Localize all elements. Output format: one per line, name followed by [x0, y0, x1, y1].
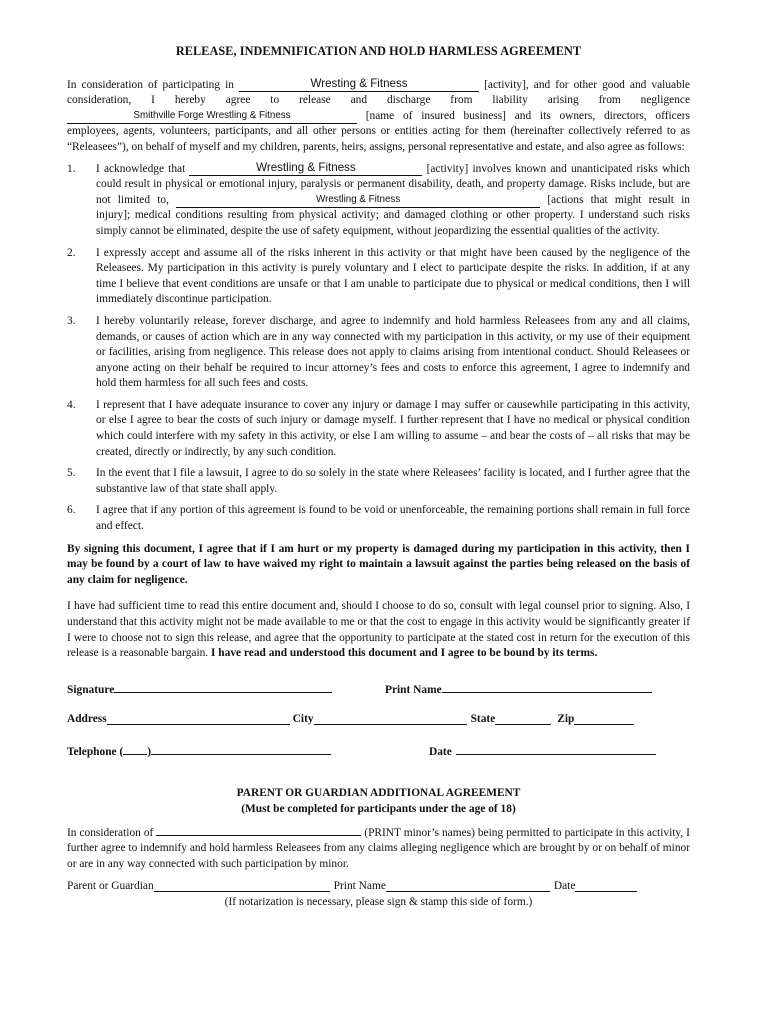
item-text: I hereby voluntarily release, forever discharge, and agree to indemnify and hold harmless Releasees from any and all claims, demands, or causes of action which are in any way connected with my participation in this activity, or my use of their equipment or facilities, arising from negligence. This release does not apply to claims arising from intentional conduct. Should Releasees or anyone acting on their behalf be required to incur attorney’s fees and costs to enforce this agreement, I agree to indemnify and hold them harmless for all such fees and costs. — [96, 314, 690, 390]
state-label: State — [470, 713, 496, 726]
item-text: In the event that I file a lawsuit, I agree to do so solely in the state where Releasees’ facility is located, and I further agree that the substantive law of that state shall apply. — [96, 467, 690, 495]
item-number: 1. — [67, 162, 76, 175]
telephone-row — [67, 742, 690, 761]
telephone-label: Telephone ( — [67, 745, 124, 758]
signature-input[interactable] — [114, 680, 332, 693]
item-number: 5. — [67, 467, 76, 480]
item-text: I expressly accept and assume all of the risks inherent in this activity or that might have been caused by the negligence of the Releasees. My participation in this activity is purely voluntary and I elect to participate despite the risks. In addition, if at any time I believe that event conditions are unsafe or that I am unable to participate due to physical or medical conditions, then I will immediately discontinue participation. — [96, 246, 690, 306]
notarization-note: (If notarization is necessary, please sign & stamp this side of form.) — [224, 895, 533, 908]
guardian-text-a: In consideration of — [67, 826, 154, 839]
address-row — [67, 712, 690, 728]
signature-row — [67, 680, 690, 699]
print-name-group — [385, 680, 652, 699]
item-number: 3. — [67, 314, 76, 327]
insured-business-value: Smithville Forge Wrestling & Fitness — [133, 109, 291, 121]
guardian-title: PARENT OR GUARDIAN ADDITIONAL AGREEMENT — [236, 786, 521, 799]
item-text — [96, 162, 690, 240]
list-item — [67, 246, 690, 308]
date-group — [429, 742, 656, 761]
intro-text-a: In consideration of participating in — [67, 78, 234, 91]
item-number: 2. — [67, 246, 76, 259]
guardian-subtitle: (Must be completed for participants under the age of 18) — [241, 802, 516, 815]
minor-names-input[interactable] — [156, 823, 361, 836]
guardian-date-label: Date — [553, 880, 576, 893]
item-number: 6. — [67, 504, 76, 517]
guardian-paragraph — [67, 823, 690, 873]
city-label: City — [292, 713, 314, 726]
list-item — [67, 162, 690, 240]
closing-text: I have had sufficient time to read this entire document and, should I choose to do so, consult with legal counsel prior to signing. Also, I understand that this activity might not be made available to me or that the cost to engage in this activity would be significantly greater if I were to choose not to sign this release, and agree that the opportunity to participate at the stated cost in return for the execution of this release is a reasonable bargain. — [67, 600, 690, 660]
item-1-text-a: I acknowledge that — [96, 162, 186, 175]
item-1-text-c: [actions that might result in injury]; medical conditions resulting from physical activity; and damaged clothing or other property. I understand such risks simply cannot be eliminated, despite the use of safety equipment, without jeopardizing the essential qualities of the activity. — [96, 193, 690, 237]
activity-ack-field[interactable] — [189, 160, 422, 176]
area-code-input[interactable] — [123, 742, 147, 755]
city-input[interactable] — [314, 712, 467, 725]
print-name-input[interactable] — [442, 680, 652, 693]
guardian-print-name-input[interactable] — [386, 879, 550, 892]
date-label: Date — [429, 745, 452, 758]
guardian-print-name-label: Print Name — [333, 880, 386, 893]
signature-group — [67, 680, 385, 699]
item-text: I represent that I have adequate insurance to cover any injury or damage I may suffer or causewhile participating in this activity, or else I agree to bear the costs of such injury or damage myself. I further represent that I have no medical or physical condition which could interfere with my safety in this activity, or else I am willing to assume – and bear the costs of – all risks that may be created, directly or indirectly, by any such condition. — [96, 398, 690, 458]
list-item — [67, 398, 690, 460]
telephone-input[interactable] — [151, 742, 331, 755]
address-label: Address — [67, 713, 107, 726]
guardian-text-b: (PRINT minor’s names) being permitted to participate in this activity, I further agree to indemnify and hold harmless Releasees from any claims alleging negligence which are brought by or on behalf of minor or are in any way connected with such participation by minor. — [67, 826, 690, 870]
activity-ack-value: Wrestling & Fitness — [256, 160, 356, 174]
intro-text-c: [name of insured business] and its owners, directors, officers employees, agents, volunteers, participants, and all other persons or entities acting for them (hereinafter collectively referred to as “Releasees”), on behalf of myself and my children, parents, heirs, assigns, personal representative and estate, and also agree as follows: — [67, 109, 690, 153]
guardian-date-input[interactable] — [575, 879, 637, 892]
parent-signature-input[interactable] — [154, 879, 330, 892]
item-1-text-b: [activity] involves known and unanticipated risks which could result in physical or emotional injury, paralysis or permanent disability, death, and property damage. Risks include, but are not limited to, — [96, 162, 690, 206]
closing-bold-text: I have read and understood this document and I agree to be bound by its terms. — [211, 647, 598, 660]
list-item — [67, 503, 690, 534]
waiver-statement: By signing this document, I agree that if I am hurt or my property is damaged during my participation in this activity, then I may be found by a court of law to have waived my right to maintain a lawsuit against the parties being released on the basis of any claim for negligence. — [67, 542, 690, 586]
date-input[interactable] — [456, 742, 656, 755]
list-item — [67, 466, 690, 497]
terms-list — [67, 162, 690, 535]
print-name-label: Print Name — [385, 683, 442, 696]
intro-text-b: [activity], and for other good and valuable consideration, I hereby agree to release and discharge from liability arising from negligence — [67, 78, 690, 107]
item-number: 4. — [67, 398, 76, 411]
zip-label: Zip — [557, 713, 575, 726]
activity-field[interactable] — [239, 76, 479, 92]
closing-paragraph — [67, 599, 690, 661]
item-text: I agree that if any portion of this agreement is found to be void or unenforceable, the remaining portions shall remain in full force and effect. — [96, 504, 690, 533]
state-input[interactable] — [495, 712, 551, 725]
risks-field[interactable] — [176, 194, 540, 208]
parent-label: Parent or Guardian — [67, 880, 154, 893]
insured-business-field[interactable] — [67, 110, 357, 124]
address-input[interactable] — [107, 712, 290, 725]
activity-value: Wresting & Fitness — [310, 76, 408, 90]
document-title: RELEASE, INDEMNIFICATION AND HOLD HARMLESS AGREEMENT — [175, 44, 582, 58]
intro-paragraph — [67, 78, 690, 156]
signature-label: Signature — [67, 683, 115, 696]
zip-input[interactable] — [574, 712, 634, 725]
guardian-section-title — [67, 785, 690, 817]
guardian-signature-row — [67, 879, 690, 895]
risks-value: Wrestling & Fitness — [316, 193, 401, 205]
telephone-paren: ) — [147, 745, 152, 758]
telephone-group — [67, 742, 429, 761]
list-item — [67, 314, 690, 392]
